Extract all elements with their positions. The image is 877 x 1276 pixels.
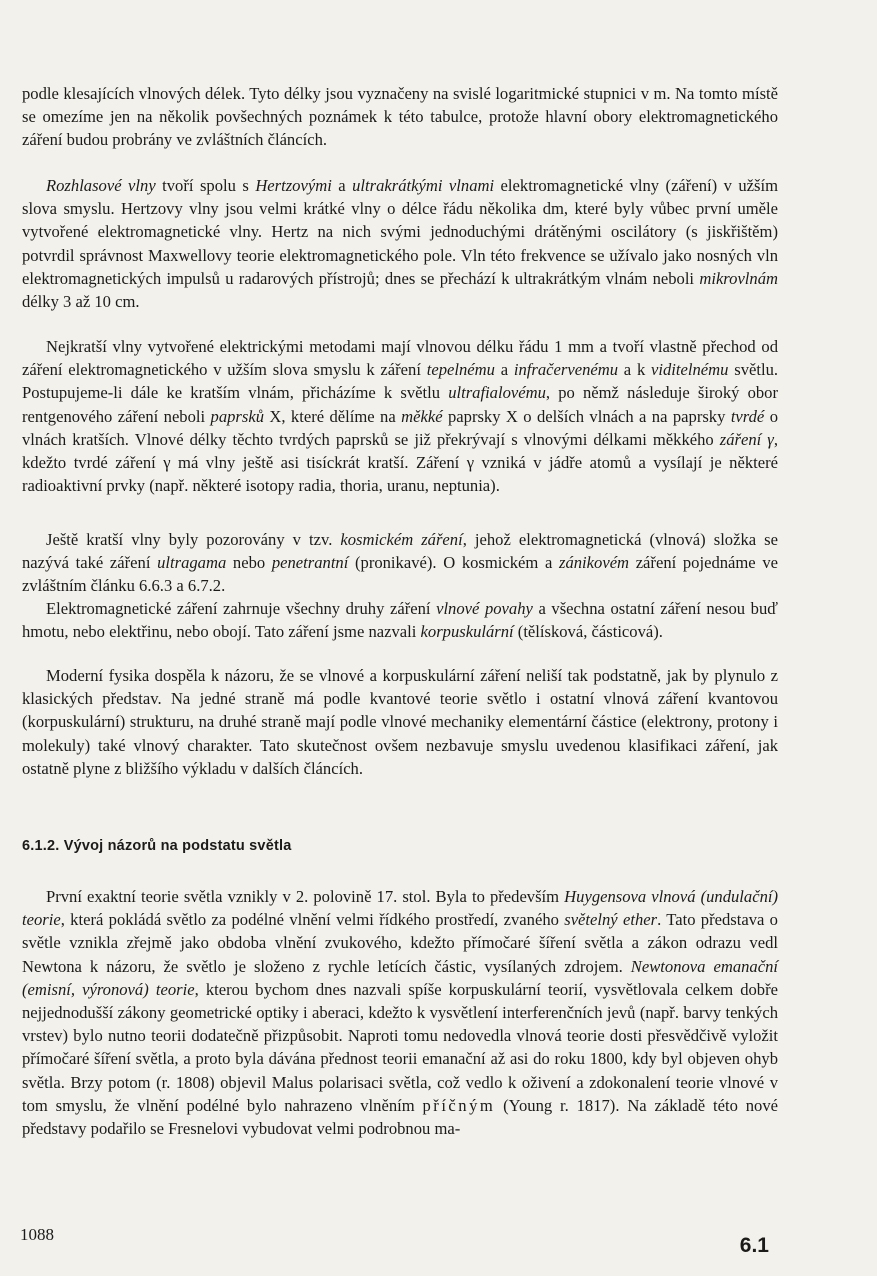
paragraph-7: První exaktní teorie světla vznikly v 2. polovině 17. stol. Byla to především Huygensova vlnová (undulační) teorie, která pokládá světlo za podélné vlnění velmi řídkého prostředí, zvaného světelný ether. Tato představa o světle vznikla zřejmě jako obdoba vlnění zvukového, kdežto přímočaré šíření světla a zákon odrazu vedl Newtona k názoru, že světlo je složeno z rychle letících částic, vysílaných zdrojem. Newtonova emanační (emisní, výronová) teorie, kterou bychom dnes nazvali spíše korpuskulární teorií, vysvětlovala celkem dobře nejjednodušší zákony geometrické optiky i aberaci, kdežto k vysvětlení interferenčních jevů (např. barvy tenkých vrstev) bylo nutno teorii dodatečně přizpůsobit. Naproti tomu nedovedla vlnová teorie dosti přesvědčivě vyložit přímočaré šíření světla, a proto byla dávána přednost teorii emanační až asi do roku 1800, kdy byl objeven ohyb světla. Brzy potom (r. 1808) objevil Malus polarisaci světla, což vedlo k oživení a zdokonalení teorie vlnové v tom smyslu, že vlnění podélné bylo nahrazeno vlněním příčným (Young r. 1817). Na základě této nové představy podařilo se Fresnelovi vybudovat velmi podrobnou ma- (22, 887, 779, 1139)
paragraph-3: Nejkratší vlny vytvořené elektrickými metodami mají vlnovou délku řádu 1 mm a tvoří vlastně přechod od záření elektromagnetického v užším slova smyslu k záření tepelnému a infračervenému a k viditelnému světlu. Postupujeme-li dále ke kratším vlnám, přicházíme k světlu ultrafialovému, po němž následuje široký obor rentgenového záření neboli paprsků X, které dělíme na měkké paprsky X o delších vlnách a na paprsky tvrdé o vlnách kratších. Vlnové délky těchto tvrdých paprsků se již překrývají s vlnovými délkami měkkého záření γ, kdežto tvrdé záření γ má vlny ještě asi tisíckrát kratší. Záření γ vzniká v jádře atomů a vysílají je některé radioaktivní prvky (např. některé isotopy radia, thoria, uranu, neptunia). (22, 337, 779, 496)
section-number: 6.1 (739, 1234, 769, 1257)
paragraph-4: Ještě kratší vlny byly pozorovány v tzv. kosmickém záření, jehož elektromagnetická (vlnová) složka se nazývá také záření ultragama nebo penetrantní (pronikavé). O kosmickém a zánikovém záření pojednáme ve zvláštním článku 6.6.3 a 6.7.2. (22, 530, 778, 596)
page-number: 1088 (20, 1225, 54, 1244)
paragraph-5: Elektromagnetické záření zahrnuje všechny druhy záření vlnové povahy a všechna ostatní záření nesou buď hmotu, nebo elektřinu, nebo obojí. Tato záření jsme nazvali korpuskulární (tělísková, částicová). (22, 599, 778, 642)
paragraph-2: Rozhlasové vlny tvoří spolu s Hertzovými a ultrakrátkými vlnami elektromagnetické vlny (záření) v užším slova smyslu. Hertzovy vlny jsou velmi krátké vlny o délce řádu několika dm, které byly vůbec první uměle vytvořené elektromagnetické vlny. Hertz na nich svými jednoduchými drátěnými oscilátory (s jiskřištěm) potvrdil správnost Maxwellovy teorie elektromagnetického pole. Vln této frekvence se užívalo jako nosných vln elektromagnetických impulsů u radarových přístrojů; dnes se přechází k ultrakrátkým vlnám neboli mikrovlnám délky 3 až 10 cm. (22, 176, 778, 312)
paragraph-1: podle klesajících vlnových délek. Tyto délky jsou vyznačeny na svislé logaritmické stupnici v m. Na tomto místě se omezíme jen na několik povšechných poznámek k této tabulce, protože hlavní obory elektromagnetického záření budou probrány ve zvláštních článcích. (22, 84, 778, 150)
paragraph-6: Moderní fysika dospěla k názoru, že se vlnové a korpuskulární záření neliší tak podstatně, jak by plynulo z klasických představ. Na jedné straně má podle kvantové teorie světlo i ostatní vlnová záření kvantovou (korpuskulární) strukturu, na druhé straně mají podle vlnové mechaniky elementární částice (elektrony, protony i molekuly) také vlnový charakter. Tato skutečnost ovšem nezbavuje smyslu uvedenou klasifikaci záření, jak ostatně plyne z bližšího výkladu v dalších článcích. (22, 666, 778, 778)
section-heading: 6.1.2. Vývoj názorů na podstatu světla (22, 838, 292, 854)
